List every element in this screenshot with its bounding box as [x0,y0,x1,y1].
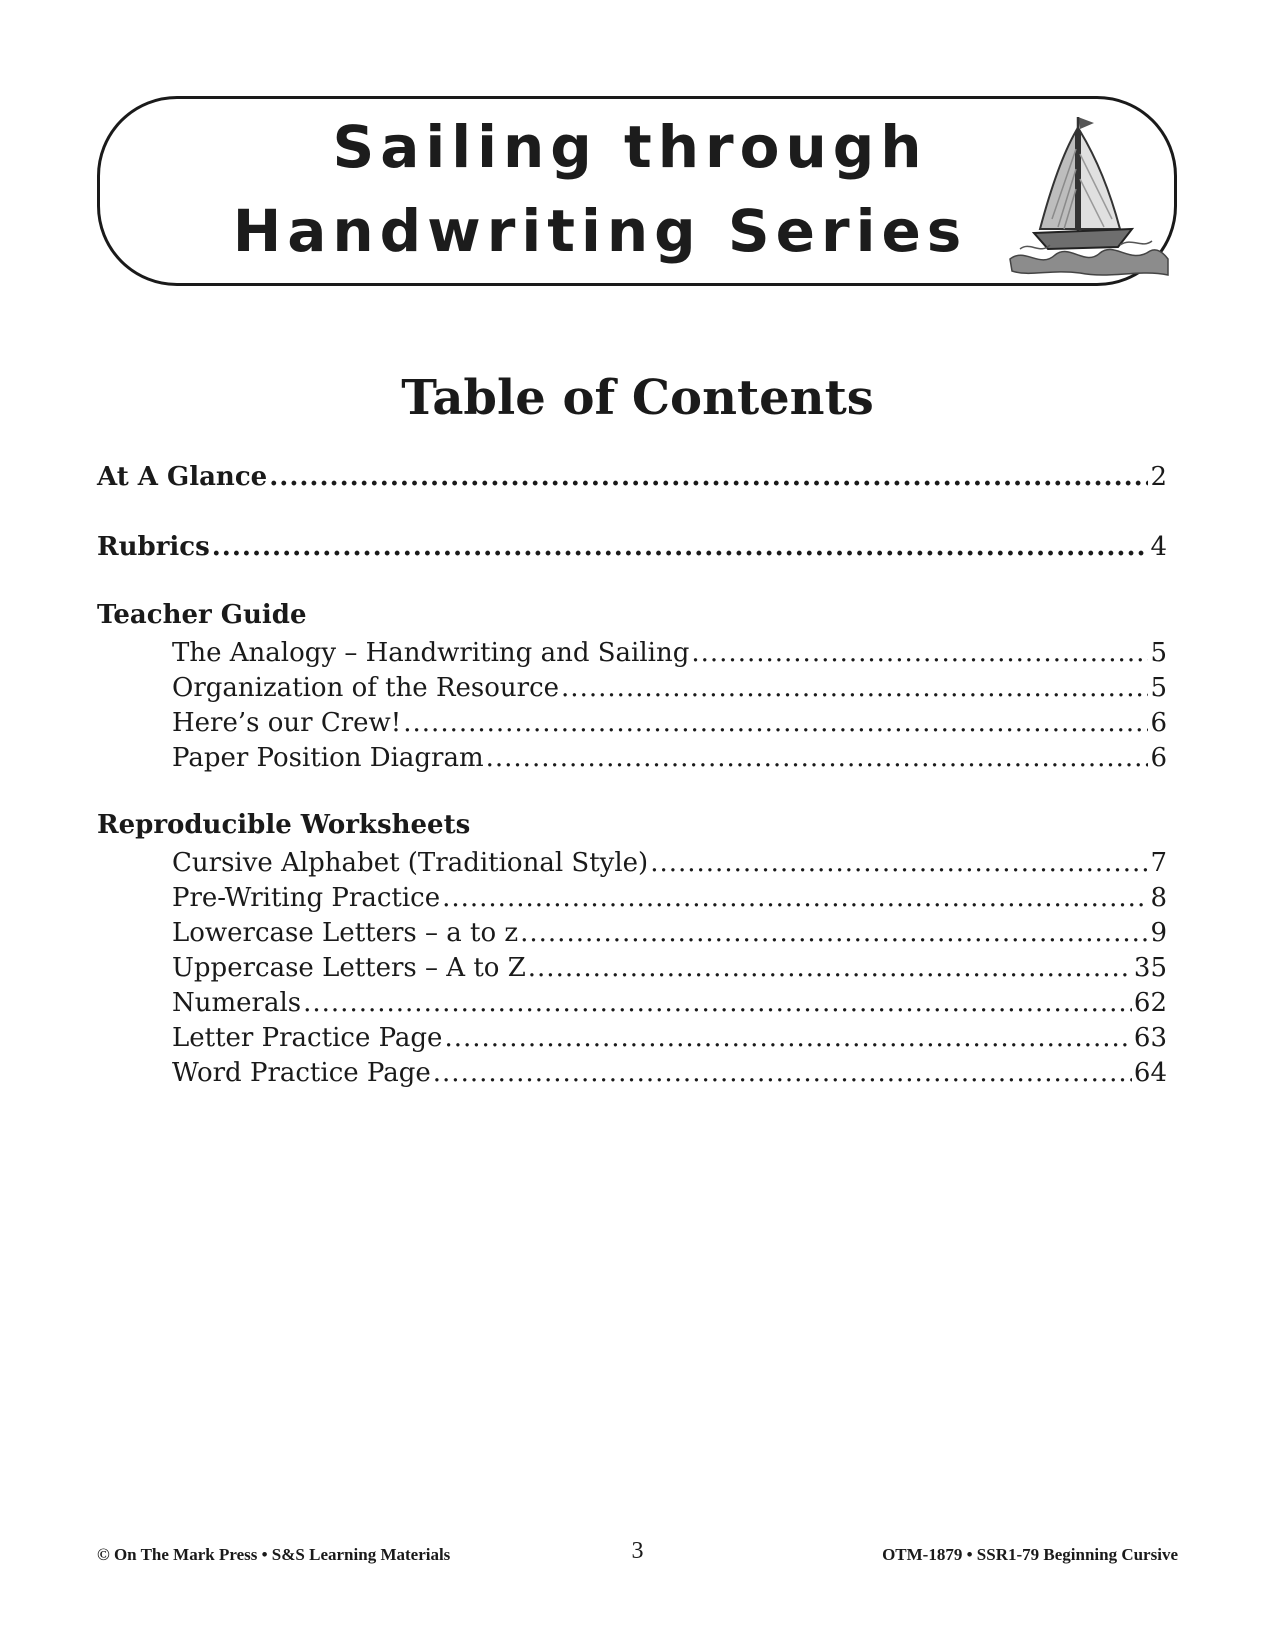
toc-title: Table of Contents [401,370,874,426]
toc-entry-at-a-glance[interactable] [97,462,1167,496]
series-title-line-1: Sailing through [332,113,928,181]
toc-entry-label: Rubrics [97,532,210,562]
toc-entry[interactable] [172,953,1167,987]
toc-entry[interactable] [172,673,1167,707]
footer-copyright: © On The Mark Press • S&S Learning Materials [97,1545,451,1564]
toc-entry-page: 63 [1133,1023,1167,1053]
toc-entry[interactable] [172,1023,1167,1057]
toc-entry-label: Paper Position Diagram [172,743,484,773]
series-title-line-2: Handwriting Series [232,197,968,265]
dot-leader [650,848,1148,878]
dot-leader [520,918,1148,948]
dot-leader [303,988,1132,1018]
dot-leader [433,1058,1132,1088]
toc-entry-page: 64 [1133,1058,1167,1088]
toc-entry-label: Pre-Writing Practice [172,883,441,913]
toc-entry[interactable] [172,708,1167,742]
toc-entry[interactable] [172,638,1167,672]
toc-entry[interactable] [172,1058,1167,1092]
dot-leader [528,953,1132,983]
toc-entry-label: Word Practice Page [172,1058,431,1088]
dot-leader [444,1023,1131,1053]
toc-entry-page: 6 [1150,743,1167,773]
toc-entry-page: 4 [1150,532,1167,562]
section-heading-teacher-guide: Teacher Guide [97,600,307,630]
toc-entry-label: Organization of the Resource [172,673,560,703]
series-banner [97,96,1177,286]
dot-leader [486,743,1149,773]
toc-entry-page: 6 [1150,708,1167,738]
toc-entry-page: 62 [1133,988,1167,1018]
dot-leader [691,638,1148,668]
toc-entry[interactable] [172,743,1167,777]
dot-leader [442,883,1148,913]
toc-entry-page: 8 [1150,883,1167,913]
toc-entry-label: Numerals [172,988,302,1018]
sailboat-icon [1000,109,1170,279]
toc-entry-rubrics[interactable] [97,532,1167,566]
dot-leader [561,673,1148,703]
toc-entry-label: At A Glance [97,462,268,492]
toc-entry[interactable] [172,883,1167,917]
dot-leader [403,708,1148,738]
toc-entry-page: 2 [1150,462,1167,492]
toc-entry-label: Letter Practice Page [172,1023,443,1053]
toc-entry-label: Cursive Alphabet (Traditional Style) [172,848,649,878]
dot-leader [212,532,1149,562]
dot-leader [269,462,1148,492]
toc-entry-page: 9 [1150,918,1167,948]
toc-entry[interactable] [172,988,1167,1022]
toc-entry[interactable] [172,918,1167,952]
toc-entry[interactable] [172,848,1167,882]
toc-entry-page: 7 [1150,848,1167,878]
toc-entry-page: 35 [1133,953,1167,983]
footer-product-code: OTM-1879 • SSR1-79 Beginning Cursive [882,1545,1178,1564]
footer-page-number: 3 [631,1538,644,1564]
toc-entry-label: Here’s our Crew! [172,708,402,738]
section-heading-reproducible-worksheets: Reproducible Worksheets [97,810,471,840]
toc-entry-label: Lowercase Letters – a to z [172,918,519,948]
toc-entry-page: 5 [1150,673,1167,703]
toc-entry-label: The Analogy – Handwriting and Sailing [172,638,690,668]
toc-entry-label: Uppercase Letters – A to Z [172,953,526,983]
toc-entry-page: 5 [1150,638,1167,668]
